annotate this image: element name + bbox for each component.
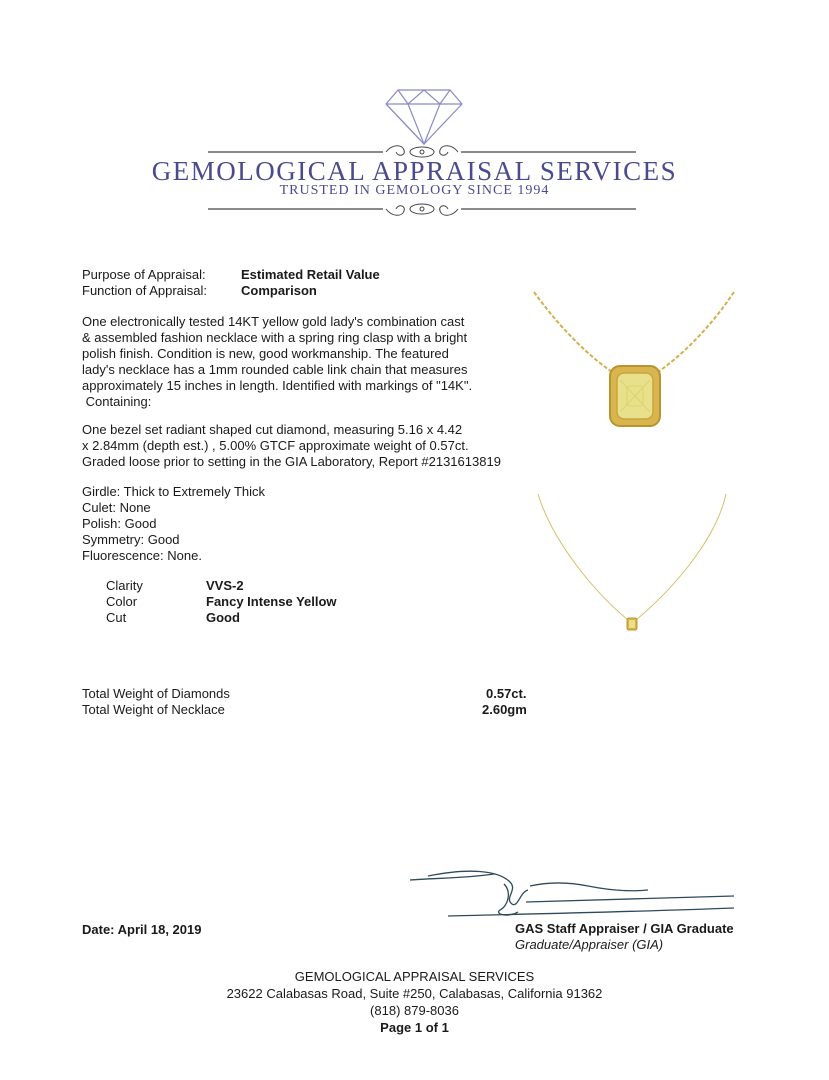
- description-line: polish finish. Condition is new, good workmanship. The featured: [82, 346, 449, 361]
- appraiser-title: GAS Staff Appraiser / GIA Graduate: [515, 921, 734, 936]
- spec-girdle: Girdle: Thick to Extremely Thick: [82, 484, 266, 499]
- footer-address: 23622 Calabasas Road, Suite #250, Calabasas, California 91362: [226, 986, 603, 1001]
- description-line: lady's necklace has a 1mm rounded cable link chain that measures: [82, 362, 468, 377]
- function-label: Function of Appraisal:: [82, 283, 208, 298]
- grade-color-value: Fancy Intense Yellow: [206, 594, 337, 609]
- diamond-line: One bezel set radiant shaped cut diamond, measuring 5.16 x 4.42: [82, 422, 463, 437]
- total-necklace-value: 2.60gm: [482, 702, 527, 717]
- grade-cut-value: Good: [206, 610, 240, 625]
- scroll-ornament-bottom-icon: [208, 200, 636, 218]
- purpose-value: Estimated Retail Value: [241, 267, 380, 282]
- diamond-line: x 2.84mm (depth est.) , 5.00% GTCF approximate weight of 0.57ct.: [82, 438, 469, 453]
- item-description: [82, 314, 502, 410]
- specs-list: [82, 484, 502, 564]
- description-line: & assembled fashion necklace with a spring ring clasp with a bright: [82, 330, 468, 345]
- appraiser-subtitle: Graduate/Appraiser (GIA): [515, 937, 664, 952]
- diamond-line: Graded loose prior to setting in the GIA Laboratory, Report #2131613819: [82, 454, 501, 469]
- description-line: One electronically tested 14KT yellow gold lady's combination cast: [82, 314, 465, 329]
- diamond-logo-icon: [384, 84, 464, 146]
- footer-phone: (818) 879-8036: [370, 1003, 459, 1018]
- company-name: GEMOLOGICAL APPRAISAL SERVICES: [151, 156, 678, 186]
- spec-fluorescence: Fluorescence: None.: [82, 548, 202, 563]
- footer-company: GEMOLOGICAL APPRAISAL SERVICES: [294, 969, 535, 984]
- pendant-closeup-image: [530, 288, 740, 438]
- description-line: Containing:: [82, 394, 152, 409]
- grade-color-label: Color: [106, 594, 138, 609]
- page-number: Page 1 of 1: [380, 1020, 449, 1035]
- grade-clarity-value: VVS-2: [206, 578, 244, 593]
- purpose-label: Purpose of Appraisal:: [82, 267, 206, 282]
- grade-clarity-label: Clarity: [106, 578, 143, 593]
- total-diamonds-value: 0.57ct.: [486, 686, 527, 701]
- appraisal-date: Date: April 18, 2019: [82, 922, 202, 937]
- grade-cut-label: Cut: [106, 610, 127, 625]
- function-value: Comparison: [241, 283, 317, 298]
- diamond-description: [82, 422, 532, 470]
- description-line: approximately 15 inches in length. Identified with markings of "14K".: [82, 378, 473, 393]
- spec-culet: Culet: None: [82, 500, 151, 515]
- total-necklace-label: Total Weight of Necklace: [82, 702, 225, 717]
- total-diamonds-label: Total Weight of Diamonds: [82, 686, 230, 701]
- necklace-full-image: [532, 490, 732, 640]
- appraiser-signature: [408, 862, 748, 922]
- spec-symmetry: Symmetry: Good: [82, 532, 180, 547]
- spec-polish: Polish: Good: [82, 516, 157, 531]
- company-tagline: TRUSTED IN GEMOLOGY SINCE 1994: [279, 183, 550, 198]
